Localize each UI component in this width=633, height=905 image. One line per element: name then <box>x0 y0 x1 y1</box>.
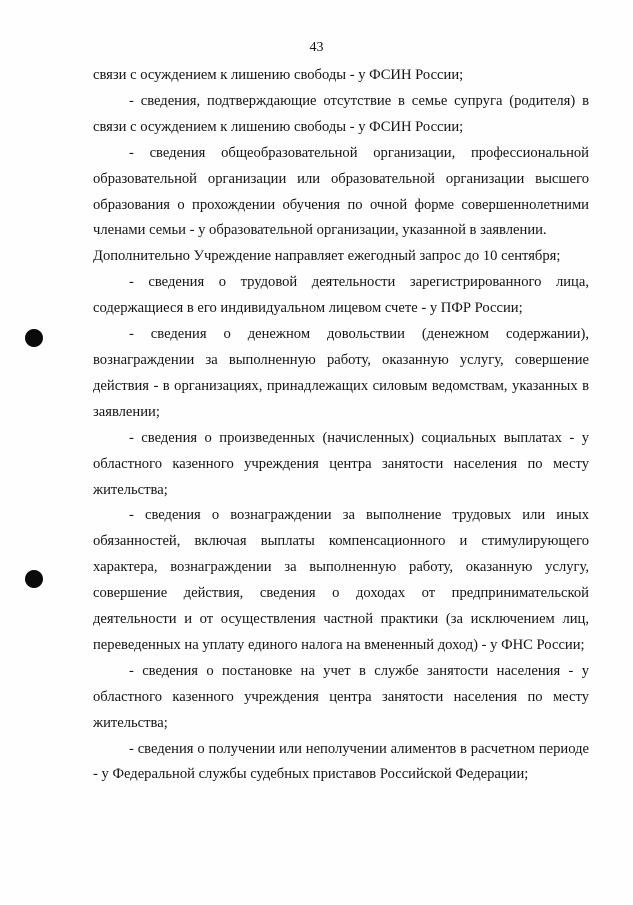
paragraph-list-item: - сведения о постановке на учет в службе занятости населения - у областного казенного учреждения центра занятости населения по месту жительства; <box>93 662 589 731</box>
paragraph-list-item: - сведения о произведенных (начисленных) социальных выплатах - у областного казенного учреждения центра занятости населения по месту жительства; <box>93 429 589 498</box>
punch-hole-mark <box>25 329 43 347</box>
paragraph-continuation: связи с осуждением к лишению свободы - у ФСИН России; <box>93 67 464 83</box>
paragraph-list-item: - сведения о трудовой деятельности зарегистрированного лица, содержащиеся в его индивидуальном лицевом счете - у ПФР России; <box>93 274 589 317</box>
page-number: 43 <box>309 40 324 55</box>
paragraph-note: Дополнительно Учреждение направляет ежегодный запрос до 10 сентября; <box>93 248 561 265</box>
paragraph-list-item: - сведения о вознаграждении за выполнение трудовых или иных обязанностей, включая выплаты компенсационного и стимулирующего характера, вознаграждении за выполненную работу, оказанную услугу, совершение действия, сведения о доходах от предпринимательской деятельности и от осуществления частной практики (за исключением лиц, переведенных на уплату единого налога на вмененный доход) - у ФНС России; <box>93 507 589 653</box>
punch-hole-mark <box>25 570 43 588</box>
paragraph-list-item: - сведения общеобразовательной организации, профессиональной образовательной организации или образовательной организации высшего образования о прохождении обучения по очной форме совершеннолетними членами семьи - у образовательной организации, указанной в заявлении. <box>93 144 589 239</box>
paragraph-list-item: - сведения о денежном довольствии (денежном содержании), вознаграждении за выполненную работу, оказанную услугу, совершение действия - в организациях, принадлежащих силовым ведомствам, указанных в заявлении; <box>93 326 589 420</box>
paragraph-list-item: - сведения, подтверждающие отсутствие в семье супруга (родителя) в связи с осуждением к лишению свободы - у ФСИН России; <box>93 92 589 135</box>
document-body <box>93 63 589 788</box>
paragraph-list-item: - сведения о получении или неполучении алиментов в расчетном периоде - у Федеральной службы судебных приставов Российской Федерации; <box>93 740 589 783</box>
